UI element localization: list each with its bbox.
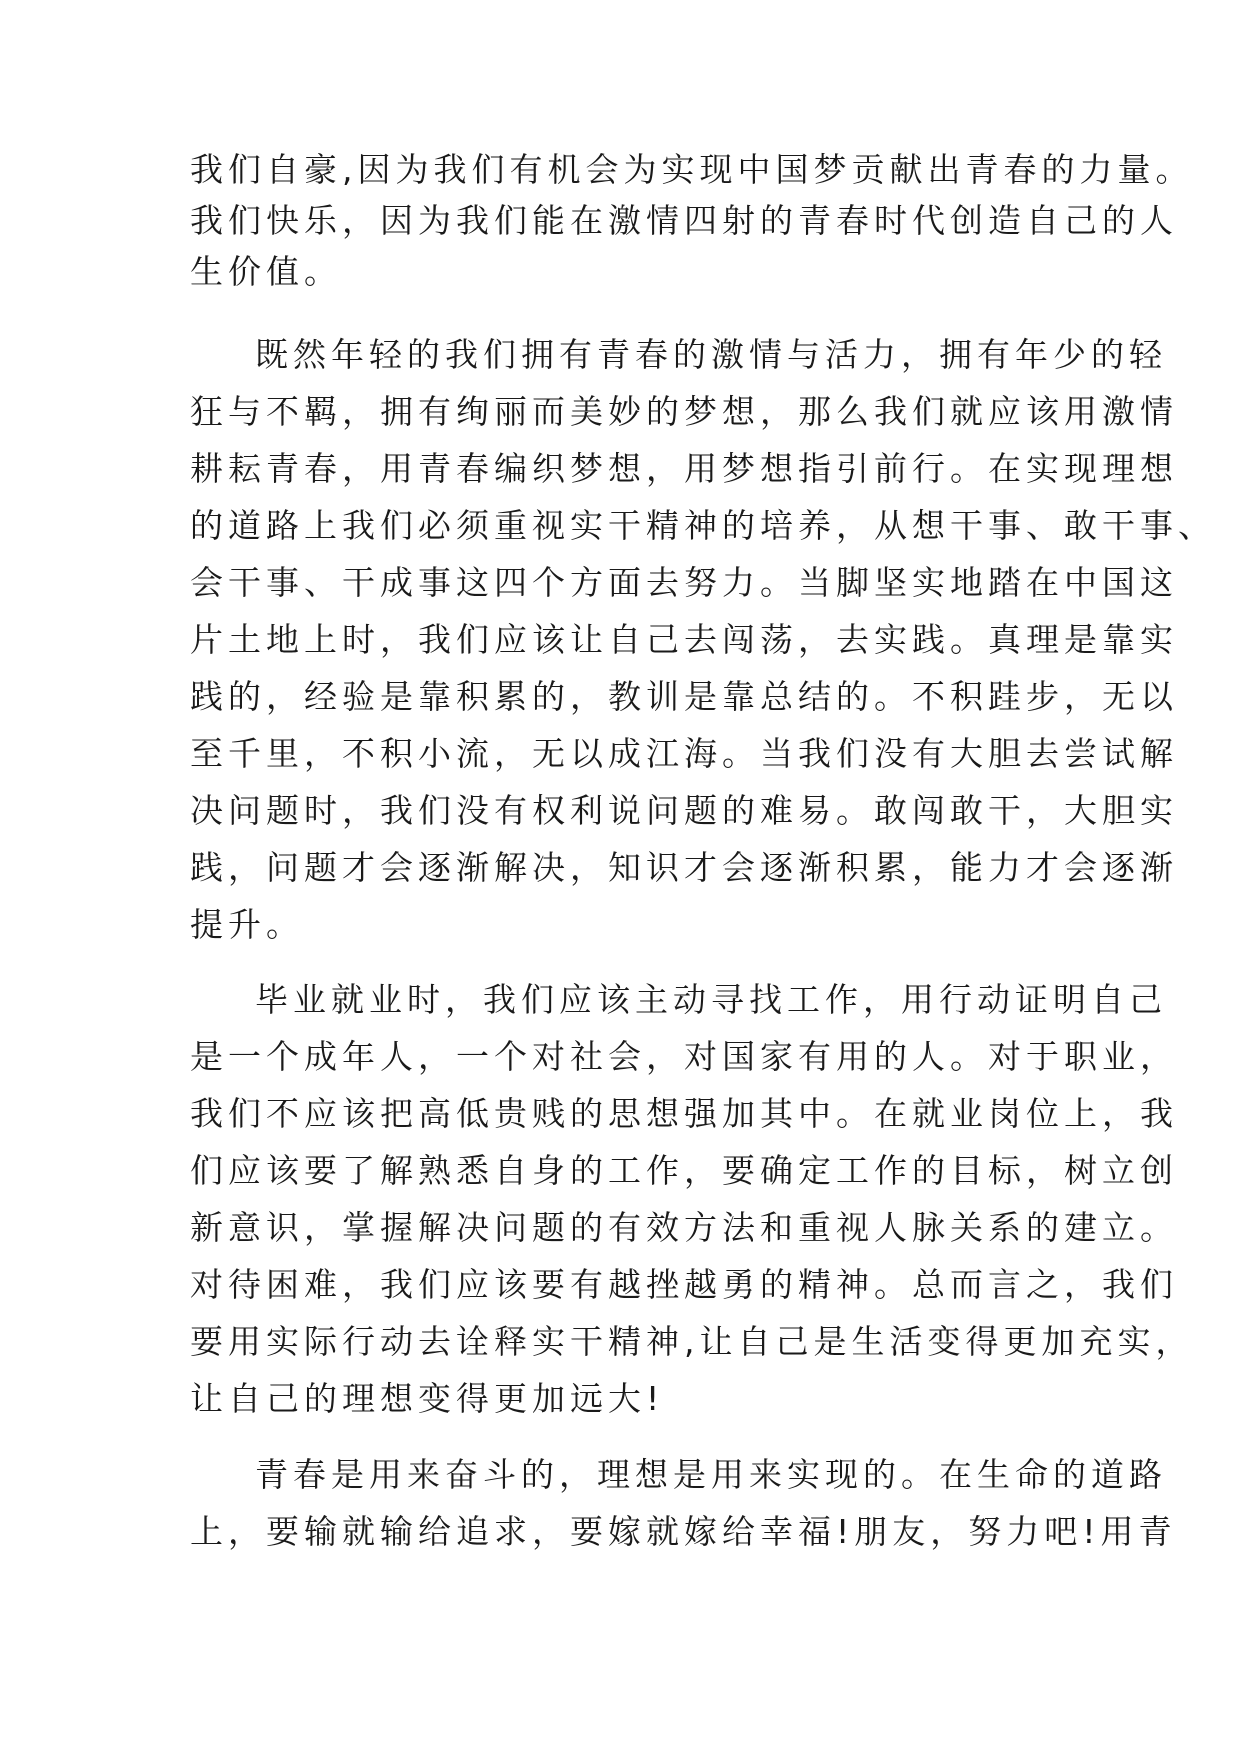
text-line: 我们不应该把高低贵贱的思想强加其中。在就业岗位上，我 [190,1094,1178,1133]
text-line: 让自己的理想变得更加远大! [190,1379,665,1418]
text-line: 对待困难，我们应该要有越挫越勇的精神。总而言之，我们 [190,1265,1178,1304]
text-line: 毕业就业时，我们应该主动寻找工作，用行动证明自己 [255,980,1167,1019]
text-line: 上，要输就输给追求，要嫁就嫁给幸福!朋友，努力吧!用青 [190,1512,1177,1551]
text-line: 践，问题才会逐渐解决，知识才会逐渐积累，能力才会逐渐 [190,848,1178,887]
text-line: 片土地上时，我们应该让自己去闯荡，去实践。真理是靠实 [190,620,1178,659]
text-line: 的道路上我们必须重视实干精神的培养，从想干事、敢干事、 [190,506,1216,545]
text-line: 决问题时，我们没有权利说问题的难易。敢闯敢干，大胆实 [190,791,1178,830]
text-line: 会干事、干成事这四个方面去努力。当脚坚实地踏在中国这 [190,563,1178,602]
text-line: 践的，经验是靠积累的，教训是靠总结的。不积跬步，无以 [190,677,1178,716]
text-line: 耕耘青春，用青春编织梦想，用梦想指引前行。在实现理想 [190,449,1178,488]
text-line: 狂与不羁，拥有绚丽而美妙的梦想，那么我们就应该用激情 [190,392,1178,431]
text-line: 新意识，掌握解决问题的有效方法和重视人脉关系的建立。 [190,1208,1178,1247]
text-line: 至千里，不积小流，无以成江海。当我们没有大胆去尝试解 [190,734,1178,773]
text-line: 既然年轻的我们拥有青春的激情与活力，拥有年少的轻 [255,335,1167,374]
text-line: 青春是用来奋斗的，理想是用来实现的。在生命的道路 [255,1455,1167,1494]
text-line: 是一个成年人，一个对社会，对国家有用的人。对于职业， [190,1037,1178,1076]
text-line: 提升。 [190,905,304,944]
text-line: 我们自豪,因为我们有机会为实现中国梦贡献出青春的力量。 [190,150,1194,189]
text-line: 生价值。 [190,252,342,291]
text-line: 我们快乐，因为我们能在激情四射的青春时代创造自己的人 [190,201,1178,240]
text-line: 要用实际行动去诠释实干精神,让自己是生活变得更加充实， [190,1322,1194,1361]
text-line: 们应该要了解熟悉自身的工作，要确定工作的目标，树立创 [190,1151,1178,1190]
